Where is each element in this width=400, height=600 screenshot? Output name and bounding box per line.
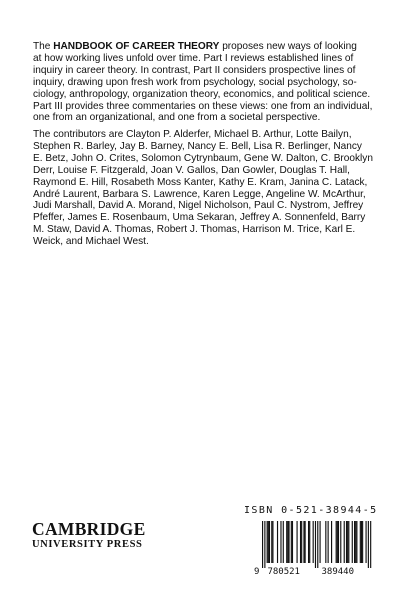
- barcode-bar: [366, 521, 367, 563]
- description-text: inquiry in career theory. In contrast, Part II considers prospective lines of: [33, 64, 356, 76]
- isbn-label: ISBN 0-521-38944-5: [244, 505, 378, 516]
- barcode-bar: [269, 521, 270, 563]
- publisher-name: CAMBRIDGE: [32, 519, 146, 539]
- barcode-bar: [370, 521, 371, 568]
- barcode-bar: [361, 521, 362, 563]
- isbn-barcode: [252, 521, 380, 575]
- barcode-bar: [328, 521, 329, 563]
- contributors-line: M. Staw, David A. Thomas, Robert J. Thomas, Harrison M. Trice, Karl E.: [33, 224, 356, 236]
- barcode-bar: [309, 521, 310, 563]
- barcode-bar: [356, 521, 357, 563]
- barcode-digit-first: 9: [254, 567, 260, 575]
- barcode-bar: [362, 521, 363, 563]
- barcode-bar: [264, 521, 265, 568]
- description-text: one from an organizational, and one from a societal perspective.: [33, 112, 321, 124]
- barcode-bar: [300, 521, 301, 563]
- description-line: [33, 41, 377, 53]
- barcode-bar: [320, 521, 321, 563]
- barcode-bar: [360, 521, 361, 563]
- contributors-paragraph: [33, 129, 377, 248]
- description-text: proposes new ways of looking: [219, 41, 357, 52]
- barcode-bar: [340, 521, 341, 563]
- barcode-bar: [336, 521, 337, 563]
- description-text: Part III provides three commentaries on these views: one from an individual,: [33, 100, 373, 112]
- contributors-line: The contributors are Clayton P. Alderfer, Michael B. Arthur, Lotte Bailyn,: [33, 129, 352, 140]
- barcode-bar: [287, 521, 288, 563]
- barcode-bar: [262, 521, 263, 568]
- contributors-line: Raymond E. Hill, Rosabeth Moss Kanter, Kathy E. Kram, Janina C. Latack,: [33, 176, 368, 188]
- barcode-bar: [368, 521, 369, 568]
- description-text: inquiry, drawing upon fresh work from psychology, social psychology, so-: [33, 76, 357, 88]
- barcode-bar: [305, 521, 306, 563]
- barcode-bar: [267, 521, 268, 563]
- publisher-subtitle: UNIVERSITY PRESS: [32, 539, 143, 550]
- barcode-bar: [338, 521, 339, 563]
- barcode-bar: [348, 521, 349, 563]
- barcode-bar: [346, 521, 347, 563]
- barcode-bar: [325, 521, 326, 563]
- contributors-line: Stephen R. Barley, Jay B. Barney, Nancy E. Bell, Lisa R. Berlinger, Nancy: [33, 140, 362, 152]
- contributors-line: André Laurent, Barbara S. Lawrence, Karen Legge, Angeline W. McArthur,: [33, 188, 366, 200]
- barcode-bar: [354, 521, 355, 563]
- barcode-bar: [271, 521, 272, 563]
- barcode-digits-right: 389440: [321, 567, 355, 575]
- description-text: ciology, anthropology, organization theory, economics, and political science.: [33, 88, 371, 100]
- barcode-bar: [283, 521, 284, 563]
- barcode-bar: [292, 521, 293, 563]
- barcode-bar: [277, 521, 278, 563]
- barcode-bar: [268, 521, 269, 563]
- barcode-bar: [303, 521, 304, 563]
- contributors-line: E. Betz, John O. Crites, Solomon Cytrynbaum, Gene W. Dalton, C. Brooklyn: [33, 152, 373, 164]
- contributors-line: Derr, Louise F. Fitzgerald, Joan V. Gallos, Dan Gowler, Douglas T. Hall,: [33, 164, 350, 176]
- description-line: [33, 89, 377, 101]
- barcode-bar: [280, 521, 281, 563]
- barcode-digits-left: 780521: [267, 567, 300, 575]
- barcode-bar: [291, 521, 292, 563]
- barcode-bar: [347, 521, 348, 563]
- description-text: The: [33, 41, 54, 52]
- barcode-bar: [315, 521, 316, 568]
- description-text: at how working lives unfold over time. Part I reviews established lines of: [33, 52, 354, 64]
- contributors-line: Weick, and Michael West.: [33, 236, 149, 248]
- barcode-bar: [308, 521, 309, 563]
- book-title: HANDBOOK OF CAREER THEORY: [53, 41, 220, 52]
- barcode-bar: [337, 521, 338, 563]
- barcode-bar: [301, 521, 302, 563]
- barcode-bar: [355, 521, 356, 563]
- barcode-bar: [297, 521, 298, 563]
- barcode-bar: [286, 521, 287, 563]
- barcode-bar: [344, 521, 345, 563]
- contributors-line: Judi Marshall, David A. Morand, Nigel Nicholson, Paul C. Nystrom, Jeffrey: [33, 200, 364, 212]
- barcode-bar: [331, 521, 332, 563]
- barcode-bar: [313, 521, 314, 563]
- barcode-bar: [272, 521, 273, 563]
- barcode-bar: [317, 521, 318, 568]
- barcode-bar: [288, 521, 289, 563]
- barcode-bar: [352, 521, 353, 563]
- description-line: [33, 101, 377, 113]
- description-paragraph: [33, 41, 377, 124]
- publisher-logo: [32, 520, 162, 551]
- description-line: [33, 53, 377, 65]
- description-line: [33, 65, 377, 77]
- description-line: [33, 112, 377, 124]
- description-line: [33, 77, 377, 89]
- contributors-line: Pfeffer, James E. Rosenbaum, Uma Sekaran, Jeffrey A. Sonnenfeld, Barry: [33, 212, 366, 224]
